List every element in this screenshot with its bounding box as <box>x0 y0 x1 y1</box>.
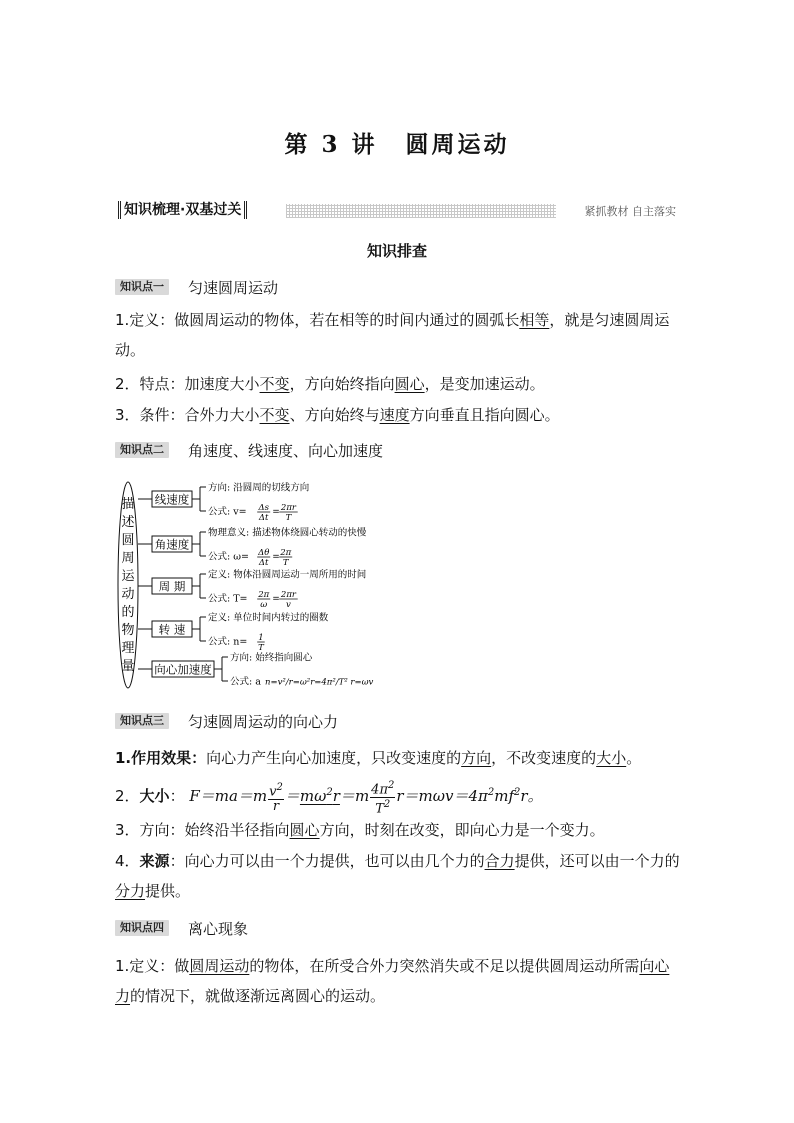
fraction-num: Δs <box>258 503 269 513</box>
node-bracket <box>192 617 206 641</box>
paragraph <box>115 369 680 399</box>
root-char: 的 <box>121 605 135 620</box>
root-char: 理 <box>121 641 135 656</box>
node-bracket <box>192 532 206 556</box>
underlined-answer: 圆心 <box>289 821 320 839</box>
node-line-2: 公式: v= <box>208 506 247 518</box>
section-title: 离心现象 <box>188 920 249 938</box>
section-title: 匀速圆周运动 <box>188 279 279 297</box>
text: 的情况下，就做逐渐远离圆心的运动。 <box>130 987 386 1005</box>
subtitle: 知识排查 <box>366 242 427 260</box>
equals-sign: = <box>272 552 280 563</box>
equals-sign: = <box>272 594 280 605</box>
node-line-1: 方向: 始终指向圆心 <box>230 652 313 664</box>
text: 1.定义：做圆周运动的物体，若在相等的时间内通过的圆弧长 <box>115 311 520 329</box>
root-char: 圆 <box>121 533 135 548</box>
root-char: 物 <box>121 623 135 638</box>
text: ，方向始终指向 <box>289 375 395 393</box>
node-line-1: 定义: 单位时间内转过的圈数 <box>208 612 329 624</box>
section-title: 角速度、线速度、向心加速度 <box>188 442 384 460</box>
fraction-num: 2πr <box>280 590 296 600</box>
node-line-2: 公式: T= <box>208 593 248 605</box>
node-bracket <box>192 574 206 598</box>
node-line-1: 物理意义: 描述物体绕圆心转动的快慢 <box>208 527 367 539</box>
knowledge-point-tag: 知识点四 <box>115 920 169 936</box>
fraction-den: T <box>258 643 264 653</box>
text: 向心力产生向心加速度，只改变速度的 <box>206 749 462 767</box>
paragraph <box>115 305 680 365</box>
text: 3．条件：合外力大小 <box>115 406 260 424</box>
node-label: 转 速 <box>158 622 186 637</box>
fraction-num: 1 <box>258 633 264 643</box>
knowledge-point-tag: 知识点一 <box>115 279 169 295</box>
text: 提供。 <box>145 882 191 900</box>
text: 2． <box>115 787 140 805</box>
node-label: 周 期 <box>158 579 186 594</box>
root-char: 描 <box>121 497 135 512</box>
fraction-num: 2π <box>280 548 292 558</box>
fraction-den: T <box>285 513 292 523</box>
root-label <box>121 496 135 674</box>
text: ，不改变速度的 <box>491 749 597 767</box>
text: 2．特点：加速度大小 <box>115 375 260 393</box>
equals-sign: = <box>272 507 280 518</box>
underlined-answer: 方向 <box>461 749 492 767</box>
root-char: 动 <box>121 587 135 602</box>
root-char: 周 <box>121 551 135 566</box>
root-char: 运 <box>121 569 135 584</box>
text: ： <box>169 787 185 805</box>
accel-formula: n=v²/r=ω²r=4π²/T² r=ωv <box>265 677 374 688</box>
underlined-answer: 圆心 <box>394 375 425 393</box>
text: 提供，还可以由一个力的 <box>514 852 680 870</box>
node-label: 角速度 <box>154 537 190 552</box>
text: 大小 <box>139 787 170 805</box>
fraction-den: T <box>282 558 289 568</box>
text: ，是变加速运动。 <box>424 375 545 393</box>
text: 1.作用效果： <box>115 749 207 767</box>
text: 4． <box>115 852 140 870</box>
fraction-den: v <box>286 600 291 610</box>
node-line-1: 方向: 沿圆周的切线方向 <box>208 482 310 494</box>
node-line-2: 公式: n= <box>208 636 248 648</box>
text: 的物体，在所受合外力突然消失或不足以提供圆周运动所需 <box>249 957 640 975</box>
underlined-answer: 向心力 <box>115 957 670 1005</box>
paragraph <box>115 846 680 906</box>
node-bracket <box>214 657 228 681</box>
lecture-number: 第 3 讲 <box>284 131 378 158</box>
node-bracket <box>192 487 206 511</box>
node-line-2: 公式: a <box>230 676 261 688</box>
concept-diagram <box>116 478 416 693</box>
force-formula-paragraph <box>115 778 680 815</box>
knowledge-point-tag: 知识点三 <box>115 713 169 729</box>
section-title: 匀速圆周运动的向心力 <box>188 713 339 731</box>
banner-tag: 紧抓教材 自主落实 <box>581 203 677 219</box>
node-label: 向心加速度 <box>154 662 212 677</box>
node-line-2: 公式: ω= <box>208 551 249 563</box>
section-banner <box>116 202 676 220</box>
knowledge-point-tag: 知识点二 <box>115 442 169 458</box>
banner-pattern <box>286 204 556 218</box>
fraction-num: 2πr <box>280 503 296 513</box>
underlined-answer: 圆周运动 <box>189 957 250 975</box>
lecture-topic: 圆周运动 <box>405 131 510 158</box>
fraction-den: ω <box>260 600 268 610</box>
text: 。 <box>626 749 642 767</box>
underlined-answer: 大小 <box>596 749 627 767</box>
text: 方向垂直且指向圆心。 <box>409 406 560 424</box>
text: 1.定义：做 <box>115 957 190 975</box>
text: ：向心力可以由一个力提供，也可以由几个力的 <box>169 852 485 870</box>
root-char: 量 <box>121 659 135 674</box>
text: 、方向始终与 <box>289 406 380 424</box>
centripetal-force-formula: F＝ma＝m $\frac{v^2}{r}$ $=m\omega^2r=m$ $\frac{4\pi^2}{T^2}$ $r=m\omega v=4\pi^2mf^2r$。 <box>189 780 543 816</box>
fraction-num: 2π <box>258 590 270 600</box>
diagram-branches <box>138 482 374 688</box>
fraction-den: Δt <box>258 513 269 523</box>
banner-label: 知识梳理·双基过关 <box>118 201 247 219</box>
node-label: 线速度 <box>154 492 190 507</box>
underlined-answer: 不变 <box>259 375 290 393</box>
text: 方向，时刻在改变，即向心力是一个变力。 <box>319 821 605 839</box>
fraction-num: Δθ <box>258 548 270 558</box>
text: 3．方向：始终沿半径指向 <box>115 821 290 839</box>
underlined-answer: 相等 <box>519 311 550 329</box>
text: ，就是匀速圆周运动。 <box>115 311 670 359</box>
underlined-answer: 不变 <box>259 406 290 424</box>
paragraph <box>115 400 680 430</box>
text: 来源 <box>139 852 170 870</box>
root-ellipse <box>118 482 138 688</box>
paragraph <box>115 951 680 1011</box>
root-char: 述 <box>121 515 135 530</box>
paragraph <box>115 743 680 773</box>
fraction-den: Δt <box>258 558 269 568</box>
page-title <box>0 126 794 159</box>
underlined-answer: 合力 <box>484 852 515 870</box>
underlined-answer: 速度 <box>379 406 410 424</box>
node-line-1: 定义: 物体沿圆周运动一周所用的时间 <box>208 569 367 581</box>
underlined-answer: 分力 <box>115 882 146 900</box>
paragraph <box>115 815 680 845</box>
